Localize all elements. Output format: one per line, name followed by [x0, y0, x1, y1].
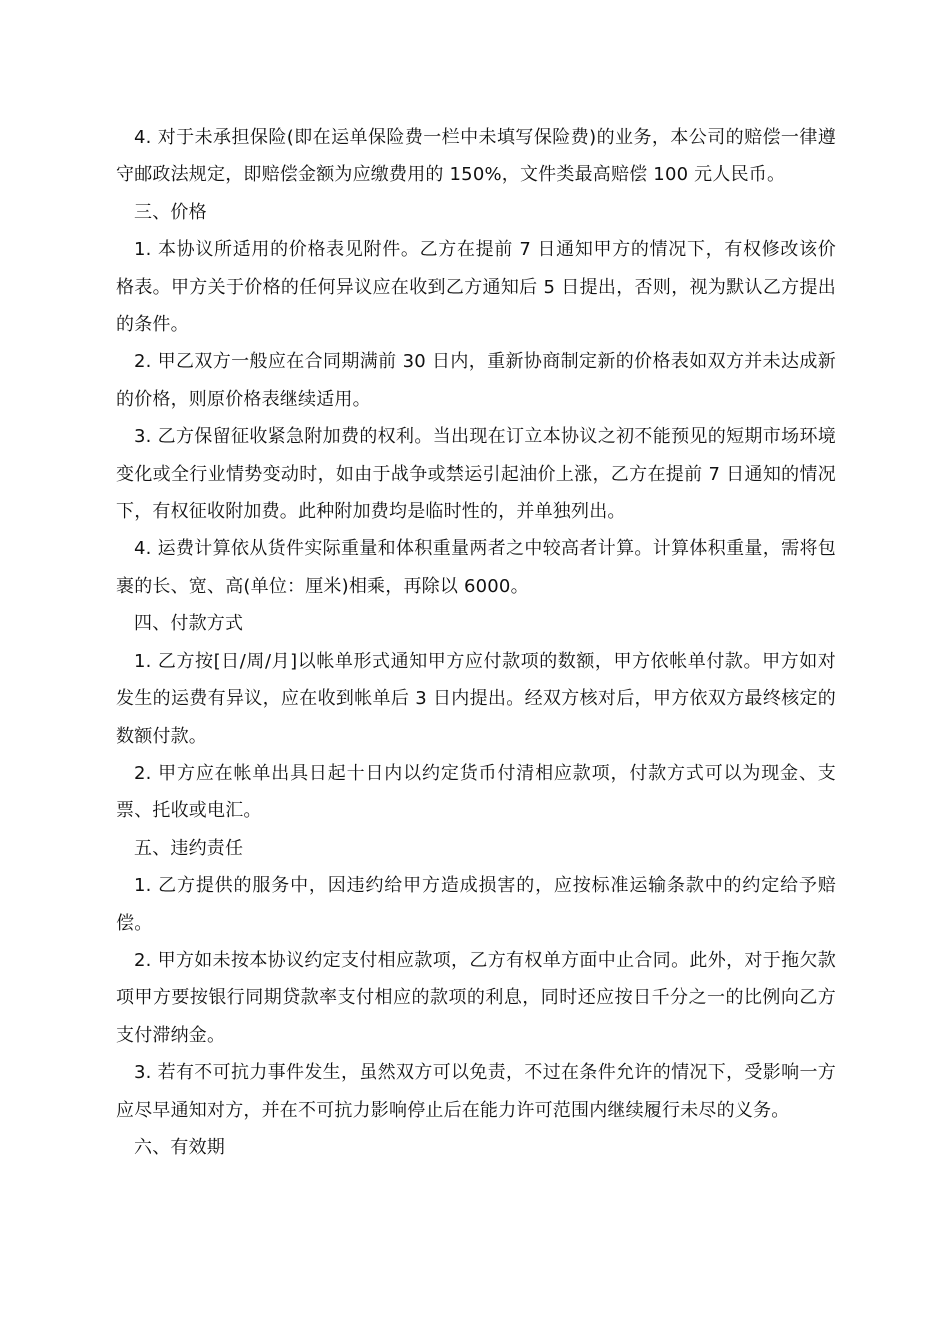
paragraph-liability-3: 3. 若有不可抗力事件发生，虽然双方可以免责，不过在条件允许的情况下，受影响一方应尽早通知对方，并在不可抗力影响停止后在能力许可范围内继续履行未尽的义务。: [116, 1062, 836, 1121]
section-heading-liability: 五、违约责任: [134, 837, 244, 859]
paragraph-payment-2: 2. 甲方应在帐单出具日起十日内以约定货币付清相应款项，付款方式可以为现金、支票、托收或电汇。: [116, 762, 836, 822]
paragraph-payment-1: 1. 乙方按[日/周/月]以帐单形式通知甲方应付款项的数额，甲方依帐单付款。甲方如对发生的运费有异议，应在收到帐单后 3 日内提出。经双方核对后，甲方依双方最终核定的数额付款。: [116, 650, 836, 747]
document-body: [116, 119, 836, 1166]
paragraph-price-3: 3. 乙方保留征收紧急附加费的权利。当出现在订立本协议之初不能预见的短期市场环境变化或全行业情势变动时，如由于战争或禁运引起油价上涨，乙方在提前 7 日通知的情况下，有权征收附加费。此种附加费均是临时性的，并单独列出。: [116, 426, 836, 523]
section-heading-validity: 六、有效期: [134, 1136, 225, 1158]
paragraph-insurance-liability: 4. 对于未承担保险(即在运单保险费一栏中未填写保险费)的业务，本公司的赔偿一律遵守邮政法规定，即赔偿金额为应缴费用的 150%，文件类最高赔偿 100 元人民币。: [116, 127, 836, 186]
paragraph-liability-1: 1. 乙方提供的服务中，因违约给甲方造成损害的，应按标准运输条款中的约定给予赔偿。: [116, 875, 836, 934]
section-heading-price: 三、价格: [134, 201, 207, 223]
paragraph-price-2: 2. 甲乙双方一般应在合同期满前 30 日内，重新协商制定新的价格表如双方并未达成新的价格，则原价格表继续适用。: [116, 351, 836, 410]
section-heading-payment: 四、付款方式: [134, 613, 244, 635]
paragraph-liability-2: 2. 甲方如未按本协议约定支付相应款项，乙方有权单方面中止合同。此外，对于拖欠款项甲方要按银行同期贷款率支付相应的款项的利息，同时还应按日千分之一的比例向乙方支付滞纳金。: [116, 949, 836, 1046]
paragraph-price-1: 1. 本协议所适用的价格表见附件。乙方在提前 7 日通知甲方的情况下，有权修改该价格表。甲方关于价格的任何异议应在收到乙方通知后 5 日提出，否则，视为默认乙方提出的条件。: [116, 239, 836, 336]
paragraph-price-4: 4. 运费计算依从货件实际重量和体积重量两者之中较高者计算。计算体积重量，需将包裹的长、宽、高(单位：厘米)相乘，再除以 6000。: [116, 538, 836, 597]
